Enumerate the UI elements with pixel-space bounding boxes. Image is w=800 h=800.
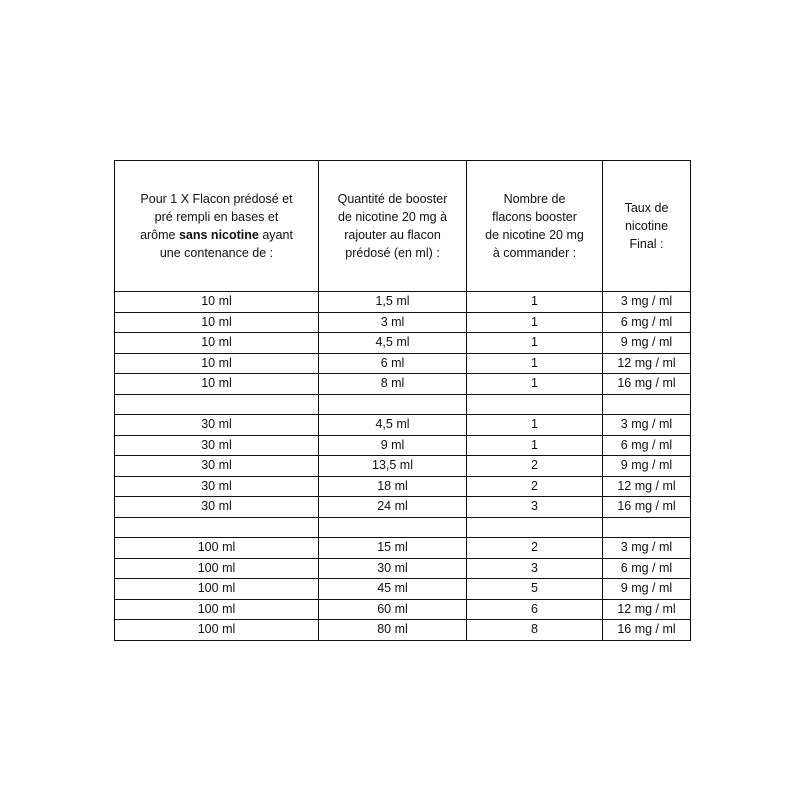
- cell-booster-count: 1: [467, 312, 603, 333]
- cell-booster-quantity: 60 ml: [319, 599, 467, 620]
- cell-final-rate: 12 mg / ml: [603, 476, 691, 497]
- cell-booster-count: 2: [467, 456, 603, 477]
- header-line: Final :: [629, 237, 664, 252]
- cell-booster-count: 1: [467, 353, 603, 374]
- cell-booster-count: 1: [467, 374, 603, 395]
- cell-booster-count: 2: [467, 476, 603, 497]
- cell-final-rate: 3 mg / ml: [603, 292, 691, 313]
- cell-bottle-size: 10 ml: [115, 312, 319, 333]
- cell-bottle-size: 100 ml: [115, 558, 319, 579]
- cell-final-rate: 9 mg / ml: [603, 456, 691, 477]
- header-line: nicotine: [624, 218, 669, 233]
- cell-booster-count: 3: [467, 497, 603, 518]
- cell-booster-quantity: 8 ml: [319, 374, 467, 395]
- header-line: une contenance de :: [159, 246, 274, 261]
- cell-booster-count: [467, 394, 603, 415]
- header-line: rajouter au flacon: [344, 228, 441, 242]
- header-line: de nicotine 20 mg: [485, 228, 584, 242]
- cell-booster-count: 6: [467, 599, 603, 620]
- table-spacer-row: [115, 517, 691, 538]
- cell-bottle-size: 10 ml: [115, 292, 319, 313]
- header-line: Quantité de booster: [337, 191, 448, 206]
- table-spacer-row: [115, 394, 691, 415]
- cell-bottle-size: 30 ml: [115, 497, 319, 518]
- cell-final-rate: 9 mg / ml: [603, 579, 691, 600]
- cell-final-rate: 6 mg / ml: [603, 558, 691, 579]
- header-cell-final-rate: [603, 161, 691, 292]
- cell-final-rate: 16 mg / ml: [603, 620, 691, 641]
- header-line: prédosé (en ml) :: [345, 246, 440, 261]
- cell-final-rate: [603, 517, 691, 538]
- table-row: [115, 415, 691, 436]
- cell-bottle-size: 100 ml: [115, 620, 319, 641]
- cell-booster-count: [467, 517, 603, 538]
- cell-bottle-size: 10 ml: [115, 374, 319, 395]
- cell-booster-count: 5: [467, 579, 603, 600]
- table-header: [115, 161, 691, 292]
- header-line-text: arôme: [140, 228, 179, 242]
- table-row: [115, 333, 691, 354]
- cell-bottle-size: 30 ml: [115, 476, 319, 497]
- cell-booster-quantity: 13,5 ml: [319, 456, 467, 477]
- cell-booster-quantity: 9 ml: [319, 435, 467, 456]
- cell-bottle-size: 30 ml: [115, 456, 319, 477]
- header-line: Nombre de: [503, 191, 566, 206]
- cell-booster-quantity: [319, 394, 467, 415]
- cell-final-rate: 6 mg / ml: [603, 435, 691, 456]
- table-row: [115, 374, 691, 395]
- cell-final-rate: 12 mg / ml: [603, 599, 691, 620]
- header-cell-booster-count: [467, 161, 603, 292]
- cell-booster-quantity: 1,5 ml: [319, 292, 467, 313]
- table-row: [115, 353, 691, 374]
- cell-bottle-size: 100 ml: [115, 538, 319, 559]
- header-line: pré rempli en bases et: [154, 209, 279, 224]
- cell-final-rate: 3 mg / ml: [603, 538, 691, 559]
- dosage-table: [114, 160, 691, 641]
- cell-booster-count: 1: [467, 415, 603, 436]
- table-row: [115, 497, 691, 518]
- header-line: à commander :: [492, 246, 577, 261]
- cell-final-rate: 16 mg / ml: [603, 497, 691, 518]
- cell-bottle-size: 30 ml: [115, 435, 319, 456]
- cell-booster-quantity: [319, 517, 467, 538]
- cell-booster-count: 1: [467, 292, 603, 313]
- header-line: Pour 1 X Flacon prédosé et: [140, 191, 293, 206]
- table-row: [115, 579, 691, 600]
- cell-booster-count: 3: [467, 558, 603, 579]
- header-line: Taux de: [624, 200, 669, 215]
- cell-bottle-size: [115, 394, 319, 415]
- header-line-text: ayant: [258, 228, 293, 242]
- table-row: [115, 599, 691, 620]
- dosage-table-container: [114, 160, 690, 641]
- cell-bottle-size: 100 ml: [115, 599, 319, 620]
- cell-bottle-size: [115, 517, 319, 538]
- cell-bottle-size: 10 ml: [115, 353, 319, 374]
- table-row: [115, 620, 691, 641]
- cell-booster-quantity: 15 ml: [319, 538, 467, 559]
- table-row: [115, 292, 691, 313]
- table-row: [115, 538, 691, 559]
- cell-booster-count: 1: [467, 333, 603, 354]
- cell-final-rate: 3 mg / ml: [603, 415, 691, 436]
- header-cell-bottle-size: [115, 161, 319, 292]
- table-row: [115, 435, 691, 456]
- cell-booster-quantity: 4,5 ml: [319, 415, 467, 436]
- cell-booster-quantity: 18 ml: [319, 476, 467, 497]
- cell-bottle-size: 30 ml: [115, 415, 319, 436]
- cell-booster-quantity: 30 ml: [319, 558, 467, 579]
- cell-booster-quantity: 4,5 ml: [319, 333, 467, 354]
- cell-booster-count: 8: [467, 620, 603, 641]
- header-cell-booster-quantity: [319, 161, 467, 292]
- header-line: flacons booster: [492, 209, 577, 224]
- cell-booster-count: 2: [467, 538, 603, 559]
- table-body: [115, 292, 691, 641]
- cell-final-rate: 9 mg / ml: [603, 333, 691, 354]
- header-bold-sans-nicotine: sans nicotine: [178, 228, 259, 242]
- table-row: [115, 476, 691, 497]
- cell-final-rate: 16 mg / ml: [603, 374, 691, 395]
- cell-bottle-size: 100 ml: [115, 579, 319, 600]
- cell-bottle-size: 10 ml: [115, 333, 319, 354]
- cell-final-rate: [603, 394, 691, 415]
- cell-final-rate: 12 mg / ml: [603, 353, 691, 374]
- cell-booster-quantity: 6 ml: [319, 353, 467, 374]
- header-row: [115, 161, 691, 292]
- cell-booster-quantity: 3 ml: [319, 312, 467, 333]
- cell-booster-quantity: 80 ml: [319, 620, 467, 641]
- header-line: [115, 226, 318, 244]
- cell-booster-quantity: 24 ml: [319, 497, 467, 518]
- cell-booster-count: 1: [467, 435, 603, 456]
- header-line: de nicotine 20 mg à: [337, 209, 448, 224]
- table-row: [115, 456, 691, 477]
- cell-booster-quantity: 45 ml: [319, 579, 467, 600]
- table-row: [115, 312, 691, 333]
- cell-final-rate: 6 mg / ml: [603, 312, 691, 333]
- table-row: [115, 558, 691, 579]
